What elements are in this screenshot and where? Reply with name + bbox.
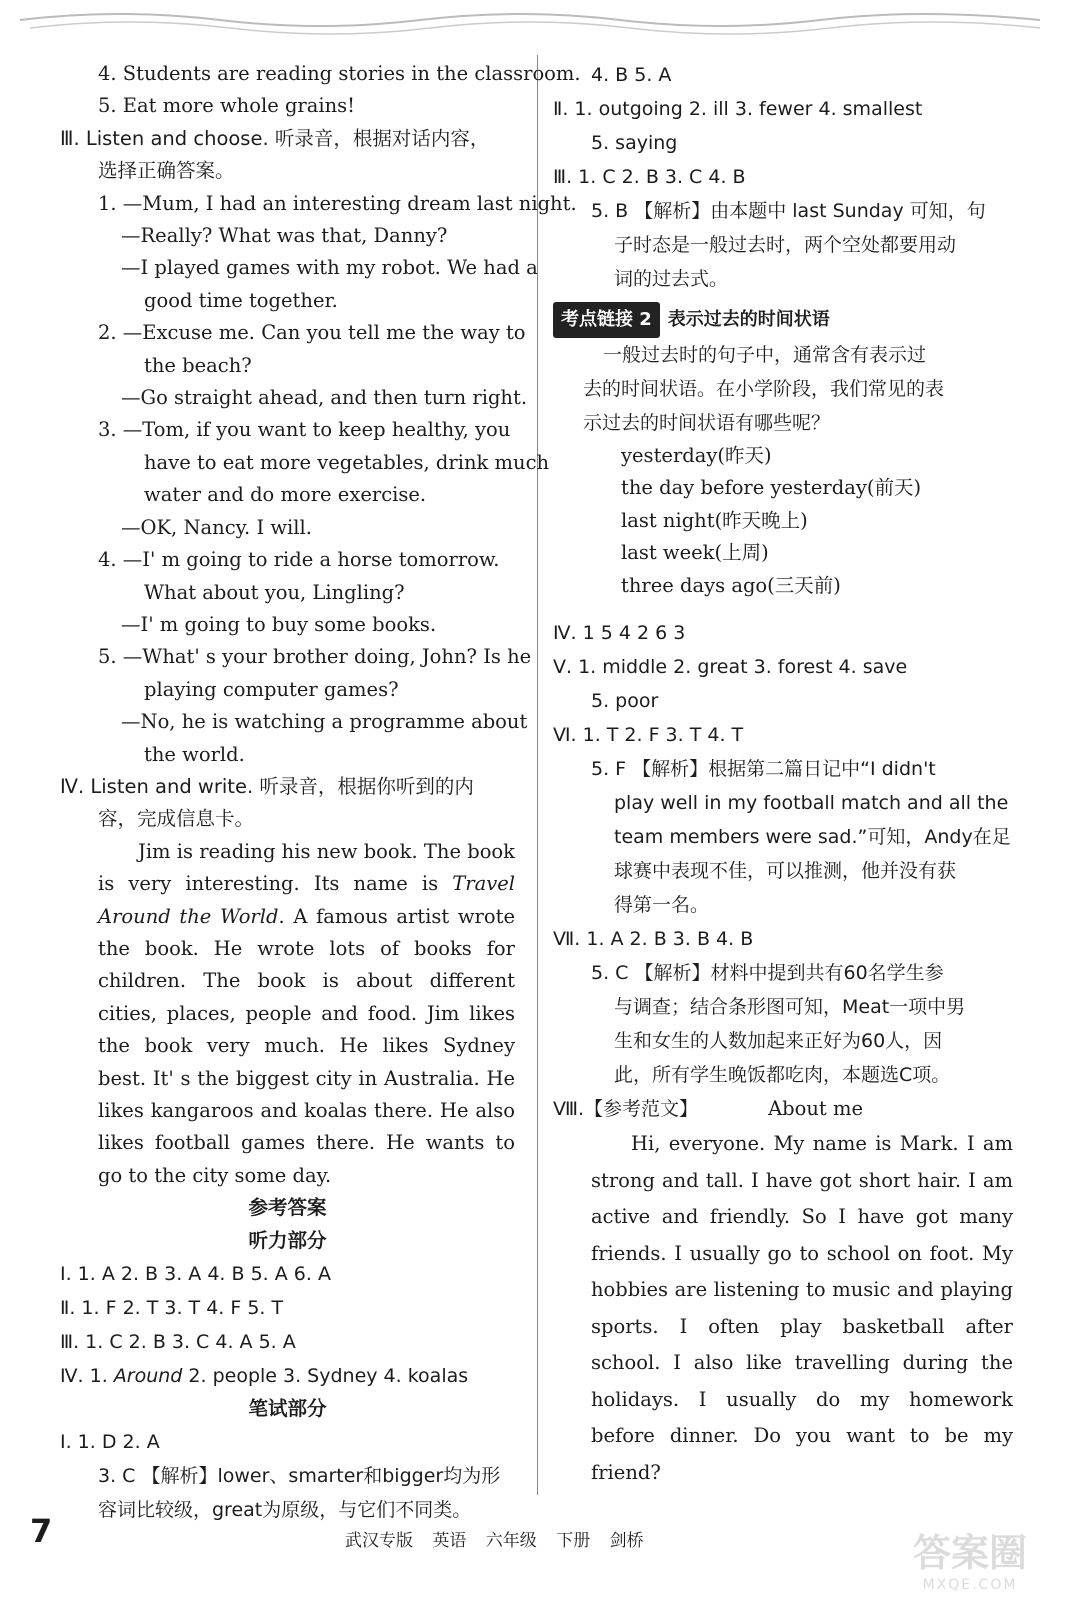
answer-line: 5. saying xyxy=(591,132,678,154)
section-heading: 容，完成信息卡。 xyxy=(98,807,255,831)
essay-heading xyxy=(553,1092,1013,1126)
dialog-line: 1. —Mum, I had an interesting dream last night. xyxy=(98,191,577,215)
answer-line: Ⅲ. 1. C 2. B 3. C 4. A 5. A xyxy=(60,1331,296,1354)
answer-line xyxy=(60,1359,515,1393)
hint-item: yesterday(昨天) xyxy=(621,444,772,467)
watermark-url: MXQE.COM xyxy=(922,1577,1018,1593)
explanation-line: 容词比较级，great为原级，与它们不同类。 xyxy=(98,1499,472,1522)
dialog-line: 5. —What' s your brother doing, John? Is he xyxy=(98,645,532,669)
essay-label: Ⅷ.【参考范文】 xyxy=(553,1098,699,1121)
dialog-line: —Really? What was that, Danny? xyxy=(121,224,448,248)
text-line: 4. Students are reading stories in the classroom. xyxy=(98,62,581,85)
dialog-line: —Go straight ahead, and then turn right. xyxy=(121,386,528,410)
hint-item: last night(昨天晚上) xyxy=(621,508,808,532)
dialog-line: —OK, Nancy. I will. xyxy=(121,515,312,539)
passage-text: Jim is reading his new book. The book is very interesting. Its name is xyxy=(98,839,515,896)
answer-line: Ⅱ. 1. F 2. T 3. T 4. F 5. T xyxy=(60,1297,284,1320)
essay-body: Hi, everyone. My name is Mark. I am strong and tall. I have got short hair. I am active and friendly. So I have got many friends. I usually go to school on foot. My hobbies are listening to music and playing sports. I often play basketball after school. I also like travelling during the holidays. I usually do my homework before dinner. Do you want to be my friend? xyxy=(591,1132,1013,1484)
dialog-line: What about you, Lingling? xyxy=(144,580,405,604)
explanation-line: 此，所有学生晚饭都吃肉，本题选C项。 xyxy=(614,1064,951,1087)
hint-item: the day before yesterday(前天) xyxy=(621,476,922,500)
passage-text: . A famous artist wrote the book. He wrote lots of books for children. The book is about different cities, places, people and food. Jim likes the book very much. He likes Sydney best. It' s the biggest city in Australia. He likes kangaroos and koalas there. He also likes football games there. He wants to go to the city some day. xyxy=(98,904,515,1187)
answer-line: Ⅴ. 1. middle 2. great 3. forest 4. save xyxy=(553,656,908,679)
hint-line: 示过去的时间状语有哪些呢？ xyxy=(583,412,831,434)
top-decoration xyxy=(0,0,1067,40)
hint-item: last week(上周) xyxy=(621,541,769,565)
answers-heading: 参考答案 xyxy=(248,1196,327,1220)
explanation-line: play well in my football match and all the xyxy=(614,792,1009,815)
explanation-line: 3. C 【解析】lower、smarter和bigger均为形 xyxy=(98,1465,501,1488)
explanation-line: 与调查；结合条形图可知，Meat一项中男 xyxy=(614,996,966,1019)
written-heading: 笔试部分 xyxy=(248,1397,327,1421)
dialog-line: 4. —I' m going to ride a horse tomorrow. xyxy=(98,548,500,572)
essay-title: About me xyxy=(768,1097,863,1121)
dialog-line: —I played games with my robot. We had a xyxy=(121,256,538,280)
explanation-line: 球赛中表现不佳，可以推测，他并没有获 xyxy=(614,860,957,883)
answer-line: Ⅱ. 1. outgoing 2. ill 3. fewer 4. smallest xyxy=(553,98,923,120)
section-heading: Ⅲ. Listen and choose. 听录音，根据对话内容， xyxy=(60,126,490,150)
answer-italic: Around xyxy=(113,1365,183,1388)
explanation-line: 得第一名。 xyxy=(614,894,710,917)
answer-line: Ⅳ. 1 5 4 2 6 3 xyxy=(553,622,686,645)
hint-box xyxy=(553,338,1013,602)
answer-line: 4. B 5. A xyxy=(591,64,672,86)
knowledge-badge: 考点链接 2 xyxy=(553,302,660,338)
explanation-line: 生和女生的人数加起来正好为60人，因 xyxy=(614,1030,943,1053)
footer-text: 武汉专版 英语 六年级 下册 剑桥 xyxy=(345,1531,644,1551)
dialog-line: good time together. xyxy=(144,288,338,312)
listening-heading: 听力部分 xyxy=(248,1228,327,1252)
hint-line: 一般过去时的句子中，通常含有表示过 xyxy=(603,344,927,366)
answer-line: Ⅰ. 1. D 2. A xyxy=(60,1431,160,1454)
dialog-line: have to eat more vegetables, drink much xyxy=(144,450,550,474)
text-line: 5. Eat more whole grains! xyxy=(98,94,356,118)
watermark-logo: 答案圈 xyxy=(912,1531,1027,1575)
dialog-line: 2. —Excuse me. Can you tell me the way to xyxy=(98,321,526,345)
answer-line: Ⅶ. 1. A 2. B 3. B 4. B xyxy=(553,928,754,951)
knowledge-title: 表示过去的时间状语 xyxy=(667,309,830,330)
explanation-line: 词的过去式。 xyxy=(614,268,729,290)
dialog-line: playing computer games? xyxy=(144,677,399,701)
section-heading: Ⅳ. Listen and write. 听录音，根据你听到的内 xyxy=(60,774,474,798)
hint-line: 去的时间状语。在小学阶段，我们常见的表 xyxy=(583,378,945,400)
explanation-line: 子时态是一般过去时，两个空处都要用动 xyxy=(614,234,957,256)
explanation-line: 5. F 【解析】根据第二篇日记中“I didn't xyxy=(591,758,936,781)
dialog-line: the world. xyxy=(144,742,245,766)
answer-line: Ⅲ. 1. C 2. B 3. C 4. B xyxy=(553,166,746,188)
dialog-line: —I' m going to buy some books. xyxy=(121,612,437,636)
answer-prefix: Ⅳ. 1. xyxy=(60,1365,114,1388)
book-title: Travel Around the World xyxy=(98,872,515,928)
dialog-line: water and do more exercise. xyxy=(144,483,427,507)
page-number: 7 xyxy=(30,1512,53,1550)
left-column xyxy=(60,58,581,1527)
listening-passage xyxy=(60,836,515,1192)
dialog-line: the beach? xyxy=(144,353,252,377)
knowledge-link xyxy=(553,302,1013,338)
hint-item: three days ago(三天前) xyxy=(621,573,841,597)
dialog-line: —No, he is watching a programme about xyxy=(121,710,528,734)
answer-line: Ⅵ. 1. T 2. F 3. T 4. T xyxy=(553,724,744,747)
right-column xyxy=(553,58,1013,1491)
explanation-line: team members were sad.”可知，Andy在足 xyxy=(614,826,1011,849)
answer-rest: 2. people 3. Sydney 4. koalas xyxy=(182,1365,469,1388)
answer-line: Ⅰ. 1. A 2. B 3. A 4. B 5. A 6. A xyxy=(60,1263,331,1286)
answer-line: 5. poor xyxy=(591,690,659,713)
explanation-line: 5. C 【解析】材料中提到共有60名学生参 xyxy=(591,962,944,985)
dialog-line: 3. —Tom, if you want to keep healthy, you xyxy=(98,418,511,442)
explanation-line: 5. B 【解析】由本题中 last Sunday 可知，句 xyxy=(591,200,986,222)
watermark xyxy=(885,1522,1055,1592)
section-heading: 选择正确答案。 xyxy=(98,159,235,183)
